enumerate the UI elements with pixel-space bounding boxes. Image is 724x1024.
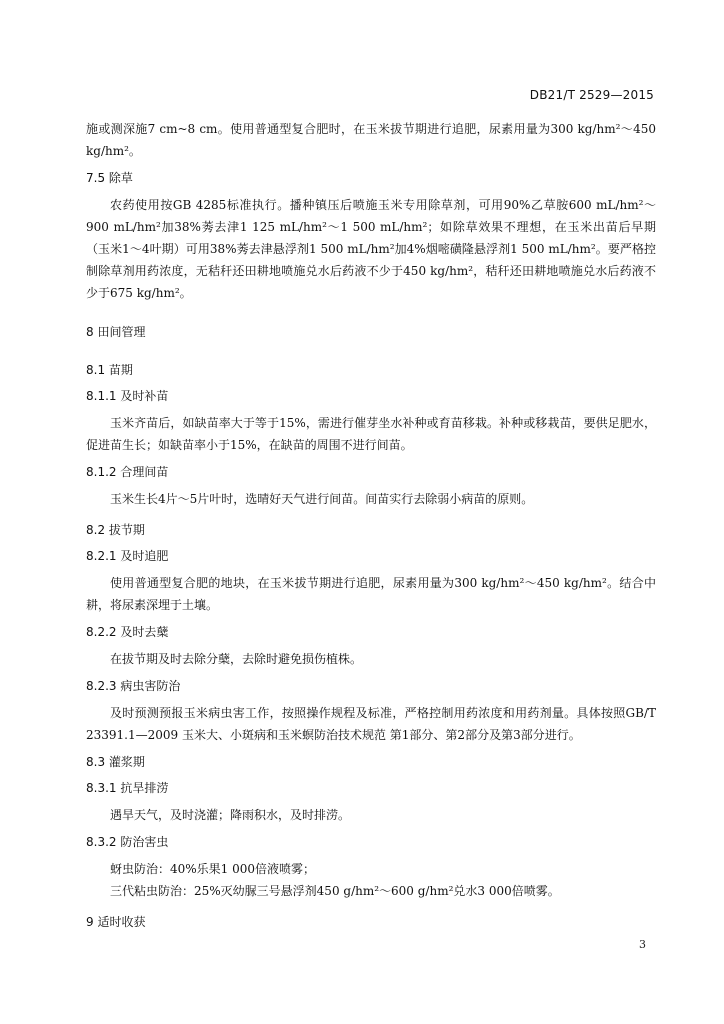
section-8-1-1-heading: 8.1.1 及时补苗 xyxy=(86,389,169,403)
document-code-header: DB21/T 2529—2015 xyxy=(529,88,654,102)
section-8-1-heading: 8.1 苗期 xyxy=(86,363,133,377)
paragraph-tiller-removal: 在拔节期及时去除分蘖，去除时避免损伤植株。 xyxy=(110,652,363,666)
section-8-2-2-heading: 8.2.2 及时去蘖 xyxy=(86,625,169,639)
section-8-2-1-heading: 8.2.1 及时追肥 xyxy=(86,549,169,563)
paragraph-thinning: 玉米生长4片～5片叶时，选晴好天气进行间苗。间苗实行去除弱小病苗的原则。 xyxy=(110,492,534,506)
paragraph-pest-control: 及时预测预报玉米病虫害工作，按照操作规程及标准，严格控制用药浓度和用药剂量。具体按照GB/T 23391.1—2009 玉米大、小斑病和玉米螟防治技术规范 第1部分、第2部分及第3部分进行。 xyxy=(86,706,656,742)
section-8-heading: 8 田间管理 xyxy=(86,325,146,339)
section-8-3-heading: 8.3 灌浆期 xyxy=(86,755,145,769)
section-9-heading: 9 适时收获 xyxy=(86,915,146,929)
paragraph-aphid-control: 蚜虫防治：40%乐果1 000倍液喷雾； xyxy=(110,862,316,876)
paragraph-replant: 玉米齐苗后，如缺苗率大于等于15%，需进行催芽坐水补种或育苗移栽。补种或移栽苗，要供足肥水，促进苗生长；如缺苗率小于15%，在缺苗的周围不进行间苗。 xyxy=(86,416,656,452)
section-7-5-heading: 7.5 除草 xyxy=(86,171,133,185)
page-number: 3 xyxy=(639,938,646,951)
paragraph-fertilizer-continued: 施或测深施7 cm~8 cm。使用普通型复合肥时，在玉米拔节期进行追肥，尿素用量为300 kg/hm²～450 kg/hm²。 xyxy=(86,122,656,158)
paragraph-armyworm-control: 三代粘虫防治：25%灭幼脲三号悬浮剂450 g/hm²～600 g/hm²兑水3 000倍喷雾。 xyxy=(110,884,560,898)
section-8-1-2-heading: 8.1.2 合理间苗 xyxy=(86,465,169,479)
paragraph-weeding: 农药使用按GB 4285标准执行。播种镇压后喷施玉米专用除草剂，可用90%乙草胺600 mL/hm²～900 mL/hm²加38%莠去津1 125 mL/hm²～1 500 mL/hm²；如除草效果不理想，在玉米出苗后早期（玉米1～4叶期）可用38%莠去津悬浮剂1 500 mL/hm²加4%烟嘧磺隆悬浮剂1 500 mL/hm²。要严格控制除草剂用药浓度，无秸秆还田耕地喷施兑水后药液不少于450 kg/hm²，秸秆还田耕地喷施兑水后药液不少于675 kg/hm²。 xyxy=(86,198,656,300)
section-8-2-3-heading: 8.2.3 病虫害防治 xyxy=(86,679,181,693)
paragraph-drought-drainage: 遇旱天气，及时浇灌；降雨积水，及时排涝。 xyxy=(110,808,351,822)
page-content xyxy=(86,118,656,932)
section-8-3-1-heading: 8.3.1 抗旱排涝 xyxy=(86,781,169,795)
section-8-2-heading: 8.2 拔节期 xyxy=(86,523,145,537)
paragraph-topdressing: 使用普通型复合肥的地块，在玉米拔节期进行追肥，尿素用量为300 kg/hm²～450 kg/hm²。结合中耕，将尿素深埋于土壤。 xyxy=(86,576,656,612)
section-8-3-2-heading: 8.3.2 防治害虫 xyxy=(86,835,169,849)
